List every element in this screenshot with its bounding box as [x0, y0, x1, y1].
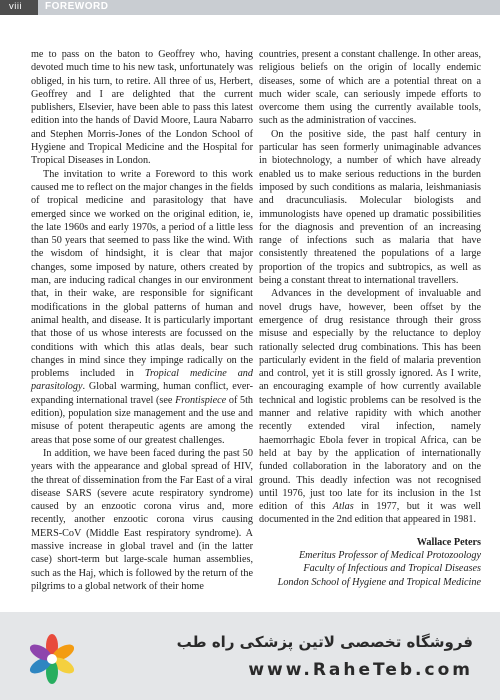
page-number-tab	[0, 0, 38, 15]
page-header	[0, 0, 500, 15]
right-column	[259, 48, 481, 589]
signature-block	[259, 536, 481, 589]
author-name: Wallace Peters	[416, 536, 481, 548]
paragraph: On the positive side, the past half century in particular has seen formerly unimaginable advances in biotechnology, a number of which have already enabled us to make serious reductions in the burden imposed by such conditions as malaria, leishmaniasis and dracunculiasis. Molecular biologists and immunologists have opened up dramatic possibilities for the diagnosis and prevention of an increasing range of infections such as malaria that have consistently threatened the populations of a large proportion of the tropics and subtropics, as well as being a constant threat to international travellers.	[259, 128, 481, 287]
paragraph: me to pass on the baton to Geoffrey who, having devoted much time to his new task, unfortunately was obliged, in his turn, to retire. All three of us, Herbert, Geoffrey and I are delighted that the current publishers, Elsevier, have been able to pass this latest edition into the hands of David Moore, Laura Nabarro and Stephen Morris-Jones of the London School of Hygiene and Tropical Medicine and the Hospital for Tropical Diseases in London.	[31, 49, 253, 167]
section-title: FOREWORD	[45, 1, 109, 12]
paragraph-text: Advances in the development of invaluable and novel drugs have, however, been offset by the emergence of drug resistance through their gross misuse and especially by the reluctance to deploy rationally selected drug combinations. This has been particularly evident in the field of malaria prevention and control, yet it is still grossly ignored. As I write, an encouraging example of how currently available technical and logistic problems can be resolved is the manner and relative rapidity with which another recently extended viral infection, namely haemorrhagic Ebola fever in tropical Africa, can be held at bay by the application of internationally funded collaboration in the laboratory and on the ground. This deadly infection was not recognised until 1976, just too late for its inclusion in the 1st edition of this	[259, 288, 481, 513]
paragraph-text: The invitation to write a Foreword to this work caused me to reflect on the major changes in the fields of tropical medicine and parasitology that have emerged since we worked on the original edition, ie, the late 1960s and early 1970s, a period of a little less than 50 years that seemed to pass like the wind. With the wisdom of hindsight, it is clear that major changes, some imposed by nature, others created by man, are inducing radical changes in our environment that, in their wake, are responsible for significant modifications in the global patterns of human and animal health, and disease. It is particularly important that those of us whose interests are focussed on the conditions with which this atlas deals, bear such changes in mind since they impinge radically on the problems included in	[31, 168, 253, 380]
left-column	[31, 48, 253, 593]
book-title: Tropical medicine and parasitology	[31, 368, 253, 393]
paragraph: countries, present a constant challenge. In other areas, religious beliefs on the origin of locally endemic diseases, some of which are a potential threat on a much wider scale, can seriously impede efforts to overcome them using the currently available tools, such as the administration of vaccines.	[259, 49, 481, 127]
website-link[interactable]: www.RaheTeb.com	[248, 660, 473, 680]
paragraph-text: in 1977, but it was well documented in the 2nd edition that appeared in 1981.	[259, 501, 481, 526]
store-name-persian: فروشگاه تخصصی لاتین پزشکی راه طب	[176, 633, 473, 651]
page-number: viii	[9, 1, 23, 12]
atlas-title: Atlas	[332, 501, 354, 513]
author-title: Emeritus Professor of Medical Protozoology	[298, 549, 481, 561]
paragraph-text: of 5th edition), population size management and the use and misuse of potent therapeutic agents are among the areas that pose some of our greatest challenges.	[31, 394, 253, 446]
paragraph	[31, 168, 253, 447]
flower-logo-icon	[24, 631, 80, 687]
paragraph: In addition, we have been faced during the past 50 years with the appearance and global spread of HIV, the threat of dissemination from the Far East of a viral disease SARS (severe acute respiratory syndrome) caused by an enzootic corona virus and, more recently, another enzootic corona virus causing MERS-CoV (Middle East respiratory syndrome). A massive increase in global travel and (in the latter case) short-term but large-scale human assemblies, such as the Haj, which is followed by the return of the pilgrims to a global network of their home	[31, 447, 253, 592]
author-faculty: Faculty of Infectious and Tropical Diseases	[303, 563, 481, 575]
paragraph-text: . Global warming, human conflict, ever-expanding international travel (see	[31, 381, 253, 406]
frontispiece-ref: Frontispiece	[175, 394, 227, 406]
author-institution: London School of Hygiene and Tropical Medicine	[277, 576, 481, 588]
paragraph	[259, 287, 481, 526]
